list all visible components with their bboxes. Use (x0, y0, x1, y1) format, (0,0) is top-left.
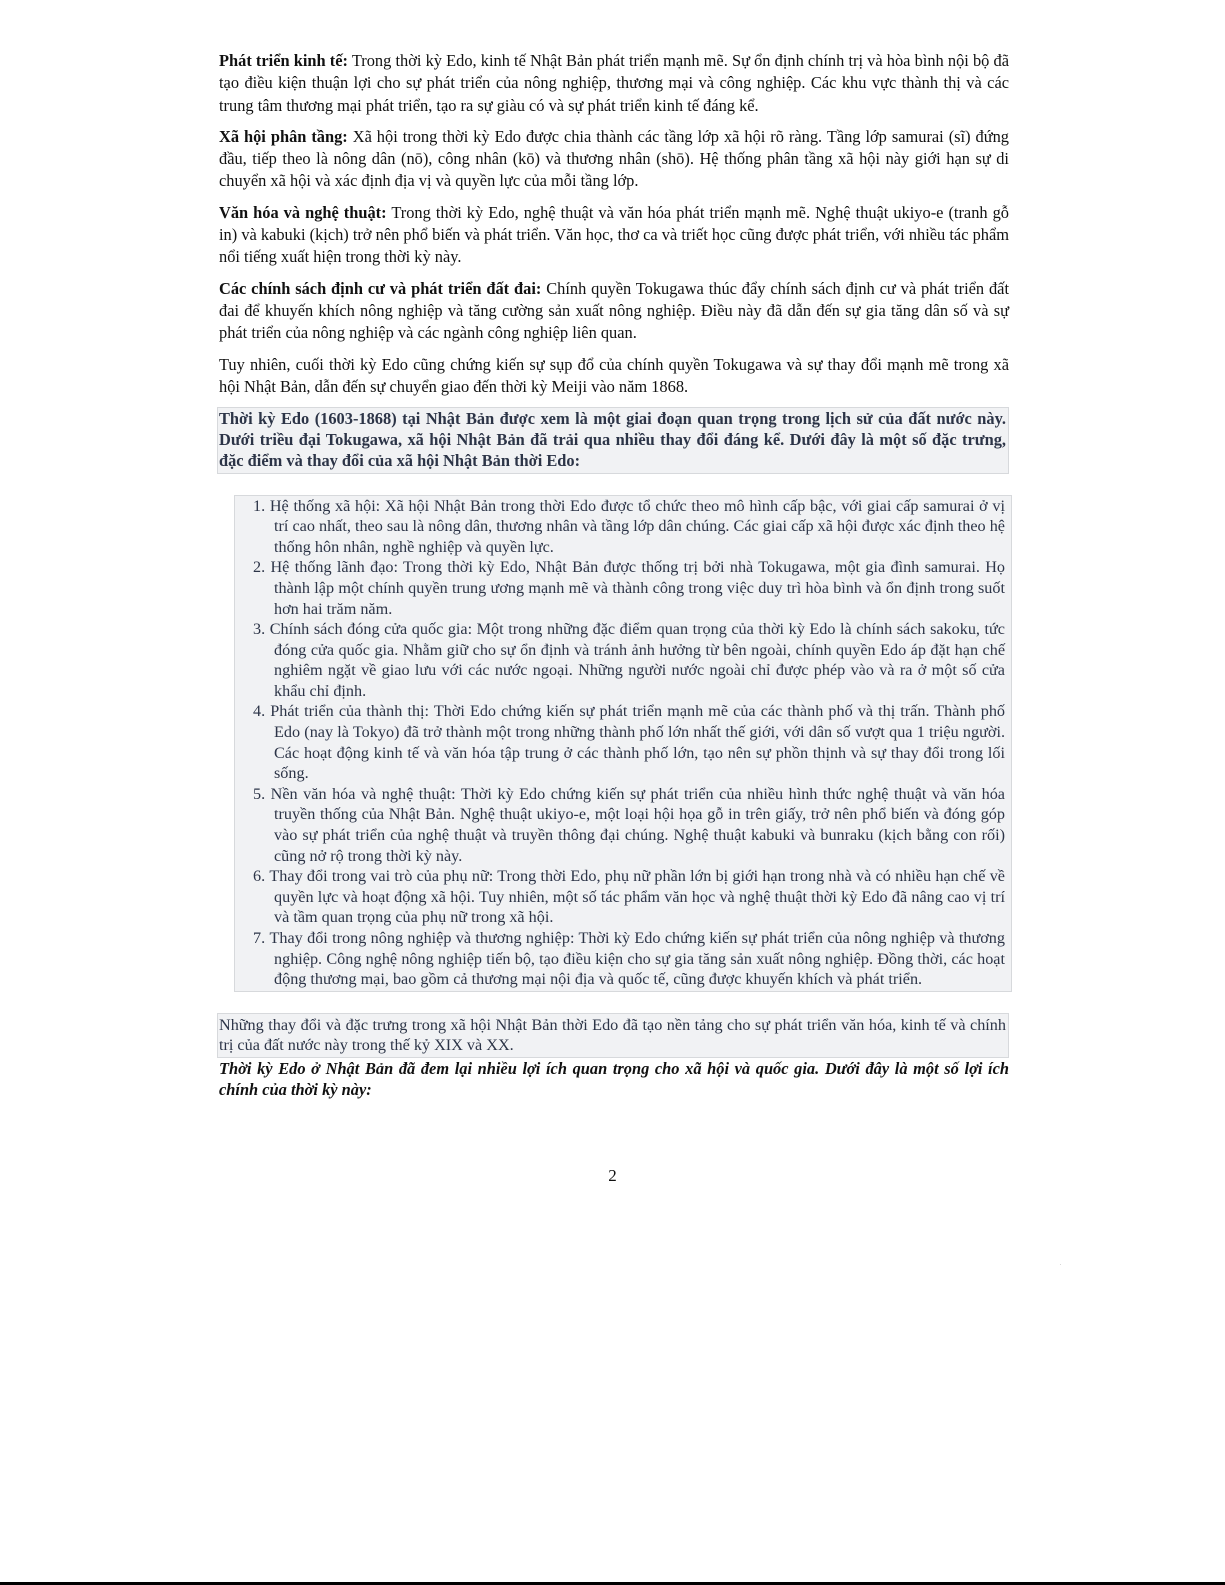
paragraph-label: Các chính sách định cư và phát triển đất đai: (219, 278, 542, 298)
closing-statement: Thời kỳ Edo ở Nhật Bản đã đem lại nhiều lợi ích quan trọng cho xã hội và quốc gia. Dưới đây là một số lợi ích chính của thời kỳ này: (219, 1058, 1009, 1100)
document-page (219, 50, 1009, 1101)
paragraph-settlement-land (219, 278, 1009, 345)
features-list (235, 496, 1011, 990)
paragraph-label: Văn hóa và nghệ thuật: (219, 202, 387, 222)
intro-box: Thời kỳ Edo (1603-1868) tại Nhật Bản được xem là một giai đoạn quan trọng trong lịch sử của đất nước này. Dưới triều đại Tokugawa, xã hội Nhật Bản đã trải qua nhiều thay đổi đáng kể. Dưới đây là một số đặc trưng, đặc điểm và thay đổi của xã hội Nhật Bản thời Edo: (217, 407, 1009, 473)
list-item: 6. Thay đổi trong vai trò của phụ nữ: Trong thời Edo, phụ nữ phần lớn bị giới hạn trong nhà và có nhiều hạn chế về quyền lực và hoạt động xã hội. Tuy nhiên, một số tác phẩm văn học và nghệ thuật thời kỳ Edo đã nâng cao vị trí và tầm quan trọng của phụ nữ trong xã hội. (272, 866, 1005, 928)
list-item: 2. Hệ thống lãnh đạo: Trong thời kỳ Edo, Nhật Bản được thống trị bởi nhà Tokugawa, một gia đình samurai. Họ thành lập một chính quyền trung ương mạnh mẽ và thành công trong việc duy trì hòa bình và ổn định trong suốt hơn hai trăm năm. (272, 557, 1005, 619)
summary-box: Những thay đổi và đặc trưng trong xã hội Nhật Bản thời Edo đã tạo nền tảng cho sự phát triển văn hóa, kinh tế và chính trị của đất nước này trong thế kỷ XIX và XX. (217, 1013, 1009, 1058)
page-number: 2 (608, 1166, 617, 1185)
list-item: 3. Chính sách đóng cửa quốc gia: Một trong những đặc điểm quan trọng của thời kỳ Edo là chính sách sakoku, tức đóng cửa quốc gia. Nhằm giữ cho sự ổn định và tránh ảnh hưởng từ bên ngoài, chính quyền Edo áp đặt hạn chế nghiêm ngặt về giao lưu với các nước ngoại. Những người nước ngoài chỉ được phép vào và ra ở một số cửa khẩu chỉ định. (272, 619, 1005, 701)
list-item: 4. Phát triển của thành thị: Thời Edo chứng kiến sự phát triển mạnh mẽ của các thành phố và thị trấn. Thành phố Edo (nay là Tokyo) đã trở thành một trong những thành phố lớn nhất thế giới, với dân số vượt qua 1 triệu người. Các hoạt động kinh tế và văn hóa tập trung ở các thành phố lớn, tạo nên sự phồn thịnh và sự thay đổi trong lối sống. (272, 701, 1005, 783)
paragraph-text: Xã hội trong thời kỳ Edo được chia thành các tầng lớp xã hội rõ ràng. Tầng lớp samurai (sĩ) đứng đầu, tiếp theo là nông dân (nō), công nhân (kō) và thương nhân (shō). Hệ thống phân tầng xã hội này giới hạn sự di chuyển xã hội và xác định địa vị và quyền lực của mỗi tầng lớp. (219, 126, 1009, 191)
list-item: 7. Thay đổi trong nông nghiệp và thương nghiệp: Thời kỳ Edo chứng kiến sự phát triển của nông nghiệp và thương nghiệp. Công nghệ nông nghiệp tiến bộ, tạo điều kiện cho sự gia tăng sản xuất nông nghiệp. Đồng thời, các hoạt động thương mại, bao gồm cả thương mại nội địa và quốc tế, cũng được khuyến khích và phát triển. (272, 928, 1005, 990)
paragraph-text: Trong thời kỳ Edo, kinh tế Nhật Bản phát triển mạnh mẽ. Sự ổn định chính trị và hòa bình nội bộ đã tạo điều kiện thuận lợi cho sự phát triển của nông nghiệp, thương mại và công nghiệp. Các khu vực thành thị và các trung tâm thương mại phát triển, tạo ra sự giàu có và sự phát triển kinh tế đáng kể. (219, 51, 1009, 115)
paragraph-conclusion: Tuy nhiên, cuối thời kỳ Edo cũng chứng kiến sự sụp đổ của chính quyền Tokugawa và sự thay đổi mạnh mẽ trong xã hội Nhật Bản, dẫn đến sự chuyển giao đến thời kỳ Meiji vào năm 1868. (219, 354, 1009, 396)
paragraph-label: Phát triển kinh tế: (219, 51, 348, 70)
paragraph-text: Chính quyền Tokugawa thúc đẩy chính sách định cư và phát triển đất đai để khuyến khích nông nghiệp và tăng cường sản xuất nông nghiệp. Điều này đã dẫn đến sự gia tăng dân số và sự phát triển của nông nghiệp và các ngành công nghiệp liên quan. (219, 278, 1009, 343)
list-item: 5. Nền văn hóa và nghệ thuật: Thời kỳ Edo chứng kiến sự phát triển của nhiều hình thức nghệ thuật và văn hóa truyền thống của Nhật Bản. Nghệ thuật ukiyo-e, một loại hội họa gỗ in trên giấy, trở nên phổ biến và đóng góp vào sự phát triển của nghệ thuật và truyền thông đại chúng. Nghệ thuật kabuki và bunraku (kịch bằng con rối) cũng nở rộ trong thời kỳ này. (272, 784, 1005, 866)
paragraph-label: Xã hội phân tầng: (219, 126, 348, 146)
features-list-box (234, 495, 1012, 992)
paragraph-economy (219, 50, 1009, 117)
paragraph-text: Trong thời kỳ Edo, nghệ thuật và văn hóa phát triển mạnh mẽ. Nghệ thuật ukiyo-e (tranh gỗ in) và kabuki (kịch) trở nên phổ biến và phát triển. Văn học, thơ ca và triết học cũng được phát triển, với nhiều tác phẩm nổi tiếng xuất hiện trong thời kỳ này. (219, 202, 1009, 267)
paragraph-social-stratification (219, 126, 1009, 193)
scan-speck (1060, 1264, 1061, 1265)
list-item: 1. Hệ thống xã hội: Xã hội Nhật Bản trong thời Edo được tổ chức theo mô hình cấp bậc, với giai cấp samurai ở vị trí cao nhất, theo sau là nông dân, thương nhân và tầng lớp dân chúng. Các giai cấp xã hội được xác định theo hệ thống hôn nhân, nghề nghiệp và quyền lực. (272, 496, 1005, 558)
paragraph-culture-art (219, 202, 1009, 269)
